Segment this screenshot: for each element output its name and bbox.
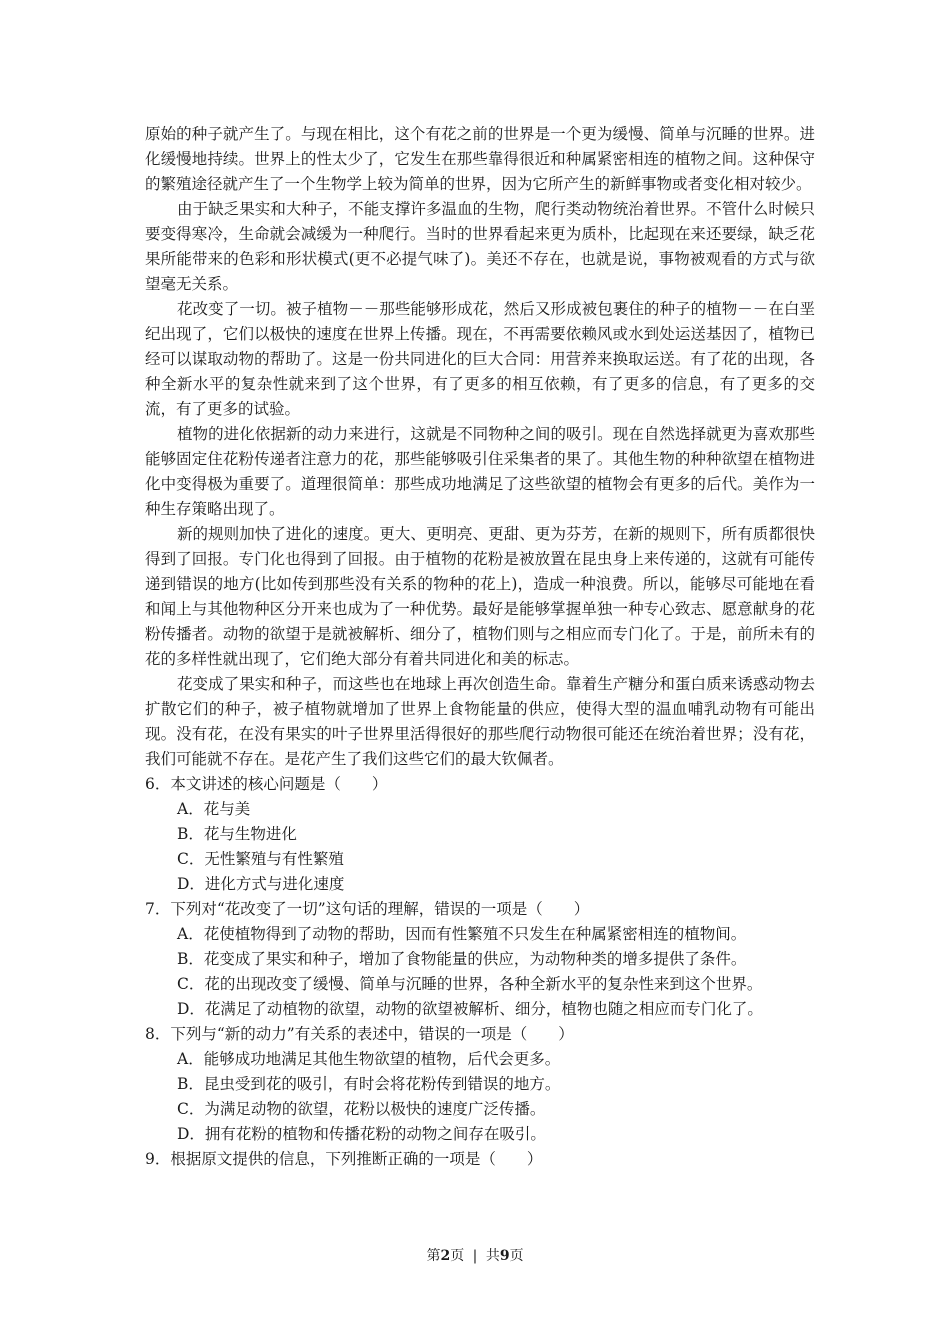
footer-total-prefix: 共 [485, 1248, 500, 1264]
footer-prefix: 第 [426, 1248, 441, 1264]
option-c: C．无性繁殖与有性繁殖 [177, 850, 344, 868]
paragraph: 原始的种子就产生了。与现在相比，这个有花之前的世界是一个更为缓慢、简单与沉睡的世界。进化缓慢地持续。世界上的性太少了，它发生在那些靠得很近和种属紧密相连的植物之间。这种保守的繁殖途径就产生了一个生物学上较为简单的世界，因为它所产生的新鲜事物或者变化相对较少。 [145, 125, 815, 193]
question-stem: 6．本文讲述的核心问题是（ ） [145, 775, 388, 793]
question-9 [145, 1147, 815, 1172]
question-stem: 9．根据原文提供的信息，下列推断正确的一项是（ ） [145, 1150, 543, 1168]
footer-page-suffix: 页 [450, 1248, 465, 1264]
option-a: A．花使植物得到了动物的帮助，因而有性繁殖不只发生在种属紧密相连的植物间。 [177, 925, 747, 943]
total-pages: 9 [499, 1248, 510, 1264]
question-6 [145, 772, 815, 897]
question-7 [145, 897, 815, 1022]
question-stem: 7．下列对“花改变了一切”这句话的理解，错误的一项是（ ） [145, 900, 590, 918]
paragraph: 花变成了果实和种子，而这些也在地球上再次创造生命。靠着生产糖分和蛋白质来诱惑动物去扩散它们的种子，被子植物就增加了世界上食物能量的供应，使得大型的温血哺乳动物有可能出现。没有花，在没有果实的叶子世界里活得很好的那些爬行动物很可能还在统治着世界；没有花，我们可能就不存在。是花产生了我们这些它们的最大钦佩者。 [145, 675, 815, 768]
footer-total-suffix: 页 [509, 1248, 524, 1264]
question-8 [145, 1022, 815, 1147]
option-c: C．为满足动物的欲望，花粉以极快的速度广泛传播。 [177, 1100, 546, 1118]
paragraph: 由于缺乏果实和大种子，不能支撑许多温血的生物，爬行类动物统治着世界。不管什么时候只要变得寒冷，生命就会减缓为一种爬行。当时的世界看起来更为质朴，比起现在来还要绿，缺乏花果所能带来的色彩和形状模式(更不必提气味了)。美还不存在，也就是说，事物被观看的方式与欲望毫无关系。 [145, 200, 815, 293]
option-a: A．花与美 [177, 800, 251, 818]
paragraph: 花改变了一切。被子植物－－那些能够形成花，然后又形成被包裹住的种子的植物－－在白垩纪出现了，它们以极快的速度在世界上传播。现在，不再需要依赖风或水到处运送基因了，植物已经可以谋取动物的帮助了。这是一份共同进化的巨大合同：用营养来换取运送。有了花的出现，各种全新水平的复杂性就来到了这个世界，有了更多的相互依赖，有了更多的信息，有了更多的交流，有了更多的试验。 [145, 300, 815, 418]
option-a: A．能够成功地满足其他生物欲望的植物，后代会更多。 [177, 1050, 561, 1068]
option-list [145, 1047, 815, 1147]
option-c: C．花的出现改变了缓慢、简单与沉睡的世界，各种全新水平的复杂性来到这个世界。 [177, 975, 763, 993]
option-d: D．进化方式与进化速度 [177, 875, 345, 893]
option-b: B．花与生物进化 [177, 825, 297, 843]
page-content [145, 122, 815, 1172]
paragraph: 植物的进化依据新的动力来进行，这就是不同物种之间的吸引。现在自然选择就更为喜欢那些能够固定住花粉传递者注意力的花，那些能够吸引住采集者的果了。其他生物的种种欲望在植物进化中变得极为重要了。道理很简单：那些成功地满足了这些欲望的植物会有更多的后代。美作为一种生存策略出现了。 [145, 425, 815, 518]
option-d: D．花满足了动植物的欲望，动物的欲望被解析、细分，植物也随之相应而专门化了。 [177, 1000, 763, 1018]
footer-separator: | [472, 1248, 478, 1264]
option-list [145, 797, 815, 897]
page-number: 2 [440, 1248, 451, 1264]
option-d: D．拥有花粉的植物和传播花粉的动物之间存在吸引。 [177, 1125, 546, 1143]
option-b: B．花变成了果实和种子，增加了食物能量的供应，为动物种类的增多提供了条件。 [177, 950, 747, 968]
question-stem: 8．下列与“新的动力”有关系的表述中，错误的一项是（ ） [145, 1025, 574, 1043]
page-footer [0, 1245, 950, 1265]
paragraph: 新的规则加快了进化的速度。更大、更明亮、更甜、更为芬芳，在新的规则下，所有质都很快得到了回报。专门化也得到了回报。由于植物的花粉是被放置在昆虫身上来传递的，这就有可能传递到错误的地方(比如传到那些没有关系的物种的花上)，造成一种浪费。所以，能够尽可能地在看和闻上与其他物种区分开来也成为了一种优势。最好是能够掌握单独一种专心致志、愿意献身的花粉传播者。动物的欲望于是就被解析、细分了，植物们则与之相应而专门化了。于是，前所未有的花的多样性就出现了，它们绝大部分有着共同进化和美的标志。 [145, 525, 815, 668]
option-b: B．昆虫受到花的吸引，有时会将花粉传到错误的地方。 [177, 1075, 561, 1093]
option-list [145, 922, 815, 1022]
